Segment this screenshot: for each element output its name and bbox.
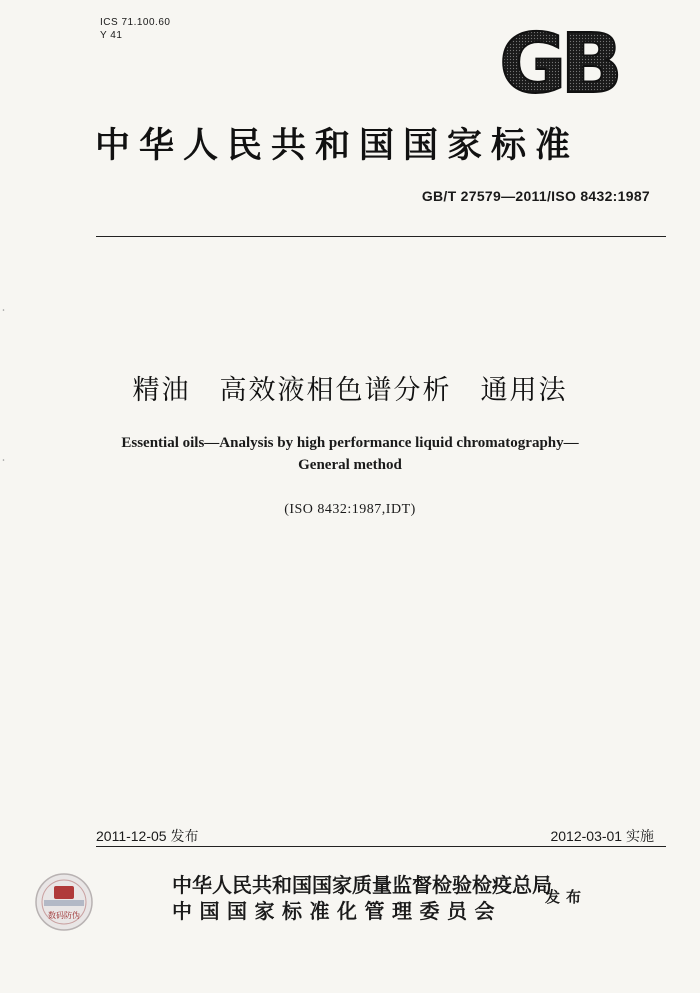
footer-divider bbox=[96, 846, 666, 847]
iso-reference: (ISO 8432:1987,IDT) bbox=[284, 502, 416, 517]
standard-number: GB/T 27579—2011/ISO 8432:1987 bbox=[421, 188, 650, 204]
classification-codes bbox=[100, 16, 170, 42]
national-standard-title: 中华人民共和国国家标准 bbox=[95, 125, 580, 166]
gb-logo-icon bbox=[488, 28, 628, 100]
title-english-line1: Essential oils—Analysis by high performance liquid chromatography— bbox=[121, 435, 579, 451]
implementation-date: 2012-03-01 实施 bbox=[550, 828, 654, 844]
header-divider bbox=[96, 236, 666, 237]
title-english bbox=[60, 432, 640, 476]
anti-counterfeit-seal-icon bbox=[34, 872, 94, 932]
title-chinese: 精油 高效液相色谱分析 通用法 bbox=[132, 375, 568, 406]
title-english-line2: General method bbox=[298, 457, 402, 473]
issuer-sac: 中国国家标准化管理委员会 bbox=[172, 899, 502, 923]
issuing-authorities bbox=[172, 872, 552, 924]
seal-text: 数码防伪 bbox=[48, 911, 80, 920]
ics-code: ICS 71.100.60 bbox=[100, 17, 171, 28]
issue-label: 发布 bbox=[545, 888, 588, 906]
issue-date: 2011-12-05 发布 bbox=[96, 828, 199, 844]
gb-logo-text: GB bbox=[499, 28, 617, 100]
ccs-code: Y 41 bbox=[100, 30, 123, 41]
scan-edge-marks bbox=[2, 300, 5, 500]
issuer-aqsiq: 中华人民共和国国家质量监督检验检疫总局 bbox=[172, 873, 552, 897]
